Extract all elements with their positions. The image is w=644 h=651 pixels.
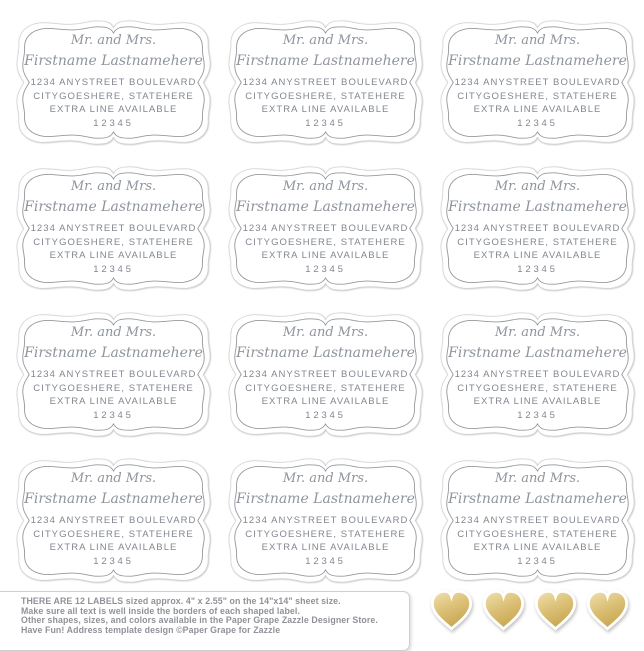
name-line: Firstname Lastnamehere bbox=[24, 345, 203, 361]
address-block bbox=[15, 162, 212, 295]
heart-icon bbox=[481, 589, 526, 632]
footer-line-1: THERE ARE 12 LABELS sized approx. 4" x 2.55" on the 14"x14" sheet size. bbox=[21, 596, 341, 606]
name-prefix: Mr. and Mrs. bbox=[494, 179, 581, 194]
address-block bbox=[15, 454, 212, 587]
address-block bbox=[227, 16, 424, 149]
zip-code: 12345 bbox=[517, 409, 558, 421]
zip-code: 12345 bbox=[305, 555, 346, 567]
name-line: Firstname Lastnamehere bbox=[448, 199, 627, 215]
address-line-3: EXTRA LINE AVAILABLE bbox=[49, 250, 178, 261]
address-line-2: CITYGOESHERE, STATEHERE bbox=[245, 90, 406, 102]
name-prefix: Mr. and Mrs. bbox=[70, 471, 157, 486]
address-line-1: 1234 ANYSTREET BOULEVARD bbox=[454, 77, 621, 88]
name-prefix: Mr. and Mrs. bbox=[282, 179, 369, 194]
address-label bbox=[227, 16, 424, 149]
address-line-3: EXTRA LINE AVAILABLE bbox=[261, 396, 390, 407]
address-line-2: CITYGOESHERE, STATEHERE bbox=[245, 382, 406, 394]
address-block bbox=[439, 162, 636, 295]
address-block bbox=[439, 454, 636, 587]
address-line-2: CITYGOESHERE, STATEHERE bbox=[33, 236, 194, 248]
address-line-3: EXTRA LINE AVAILABLE bbox=[473, 104, 602, 115]
address-line-3: EXTRA LINE AVAILABLE bbox=[49, 542, 178, 553]
address-line-1: 1234 ANYSTREET BOULEVARD bbox=[454, 369, 621, 380]
zip-code: 12345 bbox=[93, 117, 134, 129]
footer-line-2: Make sure all text is well inside the borders of each shaped label. bbox=[21, 605, 301, 616]
name-prefix: Mr. and Mrs. bbox=[494, 33, 581, 48]
address-label bbox=[227, 454, 424, 587]
address-line-1: 1234 ANYSTREET BOULEVARD bbox=[242, 369, 409, 380]
address-label bbox=[439, 162, 636, 295]
name-prefix: Mr. and Mrs. bbox=[70, 325, 157, 340]
address-block bbox=[15, 16, 212, 149]
name-prefix: Mr. and Mrs. bbox=[70, 33, 157, 48]
address-block bbox=[15, 308, 212, 441]
zip-code: 12345 bbox=[93, 555, 134, 567]
address-line-2: CITYGOESHERE, STATEHERE bbox=[33, 382, 194, 394]
label-grid bbox=[15, 16, 636, 587]
address-label bbox=[15, 454, 212, 587]
address-block bbox=[227, 162, 424, 295]
name-prefix: Mr. and Mrs. bbox=[70, 179, 157, 194]
address-line-1: 1234 ANYSTREET BOULEVARD bbox=[242, 77, 409, 88]
address-block bbox=[227, 454, 424, 587]
address-label bbox=[227, 162, 424, 295]
heart-icon bbox=[585, 589, 630, 632]
footer-line-3: Other shapes, sizes, and colors available in the Paper Grape Zazzle Designer Store. bbox=[21, 615, 378, 626]
name-line: Firstname Lastnamehere bbox=[236, 199, 415, 215]
name-prefix: Mr. and Mrs. bbox=[282, 471, 369, 486]
name-line: Firstname Lastnamehere bbox=[448, 491, 627, 507]
zip-code: 12345 bbox=[517, 555, 558, 567]
address-line-3: EXTRA LINE AVAILABLE bbox=[473, 542, 602, 553]
address-label bbox=[227, 308, 424, 441]
address-line-3: EXTRA LINE AVAILABLE bbox=[261, 104, 390, 115]
address-line-2: CITYGOESHERE, STATEHERE bbox=[457, 528, 618, 540]
address-line-3: EXTRA LINE AVAILABLE bbox=[473, 396, 602, 407]
name-line: Firstname Lastnamehere bbox=[448, 345, 627, 361]
zip-code: 12345 bbox=[305, 117, 346, 129]
name-prefix: Mr. and Mrs. bbox=[494, 325, 581, 340]
address-label bbox=[439, 308, 636, 441]
name-line: Firstname Lastnamehere bbox=[24, 53, 203, 69]
address-line-3: EXTRA LINE AVAILABLE bbox=[261, 250, 390, 261]
name-line: Firstname Lastnamehere bbox=[448, 53, 627, 69]
name-line: Firstname Lastnamehere bbox=[24, 199, 203, 215]
address-line-1: 1234 ANYSTREET BOULEVARD bbox=[454, 515, 621, 526]
address-line-1: 1234 ANYSTREET BOULEVARD bbox=[454, 223, 621, 234]
address-line-2: CITYGOESHERE, STATEHERE bbox=[245, 236, 406, 248]
name-line: Firstname Lastnamehere bbox=[236, 345, 415, 361]
address-line-2: CITYGOESHERE, STATEHERE bbox=[457, 90, 618, 102]
name-line: Firstname Lastnamehere bbox=[236, 491, 415, 507]
address-label bbox=[15, 308, 212, 441]
address-line-1: 1234 ANYSTREET BOULEVARD bbox=[242, 223, 409, 234]
address-block bbox=[439, 16, 636, 149]
footer-line-4: Have Fun! Address template design ©Paper Grape for Zazzle bbox=[21, 625, 281, 636]
zip-code: 12345 bbox=[93, 409, 134, 421]
address-line-2: CITYGOESHERE, STATEHERE bbox=[33, 90, 194, 102]
heart-icon bbox=[533, 589, 578, 632]
address-line-3: EXTRA LINE AVAILABLE bbox=[49, 396, 178, 407]
address-label bbox=[439, 16, 636, 149]
zip-code: 12345 bbox=[517, 117, 558, 129]
heart-icon bbox=[429, 589, 474, 632]
address-label bbox=[15, 162, 212, 295]
name-line: Firstname Lastnamehere bbox=[236, 53, 415, 69]
footer-note bbox=[0, 591, 410, 651]
address-line-1: 1234 ANYSTREET BOULEVARD bbox=[30, 369, 197, 380]
zip-code: 12345 bbox=[517, 263, 558, 275]
zip-code: 12345 bbox=[93, 263, 134, 275]
name-prefix: Mr. and Mrs. bbox=[494, 471, 581, 486]
address-line-1: 1234 ANYSTREET BOULEVARD bbox=[242, 515, 409, 526]
name-prefix: Mr. and Mrs. bbox=[282, 325, 369, 340]
zip-code: 12345 bbox=[305, 263, 346, 275]
address-label bbox=[15, 16, 212, 149]
address-line-3: EXTRA LINE AVAILABLE bbox=[473, 250, 602, 261]
address-line-2: CITYGOESHERE, STATEHERE bbox=[457, 382, 618, 394]
address-label bbox=[439, 454, 636, 587]
address-line-3: EXTRA LINE AVAILABLE bbox=[261, 542, 390, 553]
address-line-2: CITYGOESHERE, STATEHERE bbox=[457, 236, 618, 248]
address-line-1: 1234 ANYSTREET BOULEVARD bbox=[30, 223, 197, 234]
address-line-1: 1234 ANYSTREET BOULEVARD bbox=[30, 515, 197, 526]
zip-code: 12345 bbox=[305, 409, 346, 421]
address-block bbox=[227, 308, 424, 441]
name-prefix: Mr. and Mrs. bbox=[282, 33, 369, 48]
address-line-3: EXTRA LINE AVAILABLE bbox=[49, 104, 178, 115]
address-block bbox=[439, 308, 636, 441]
hearts bbox=[429, 589, 630, 632]
address-line-1: 1234 ANYSTREET BOULEVARD bbox=[30, 77, 197, 88]
address-line-2: CITYGOESHERE, STATEHERE bbox=[33, 528, 194, 540]
name-line: Firstname Lastnamehere bbox=[24, 491, 203, 507]
address-line-2: CITYGOESHERE, STATEHERE bbox=[245, 528, 406, 540]
